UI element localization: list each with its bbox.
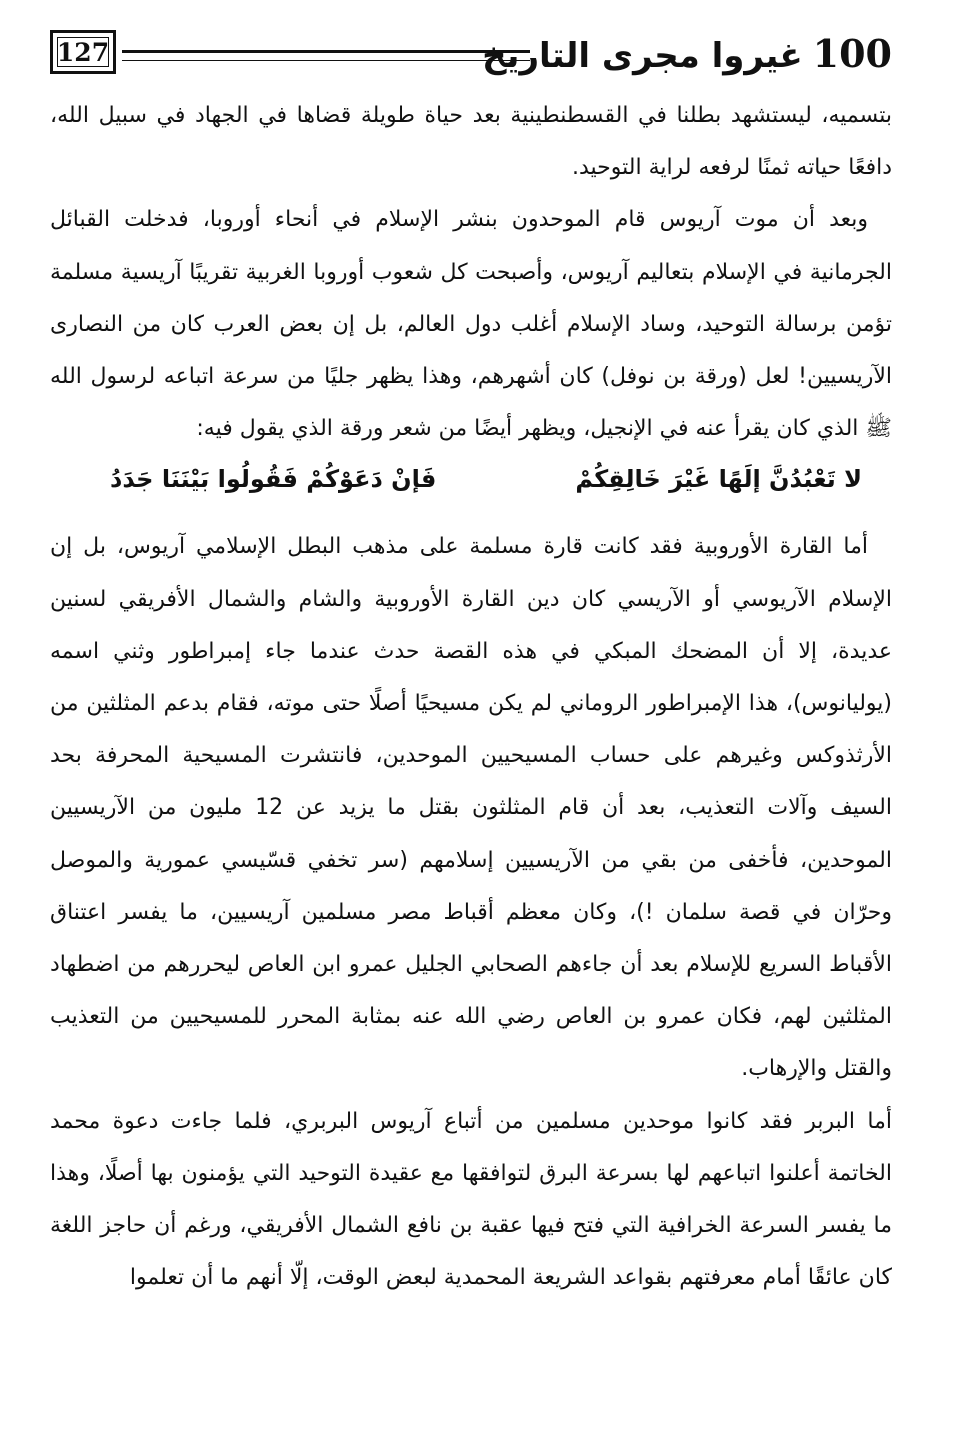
header-rule [122, 50, 530, 61]
book-number: 100 [812, 31, 892, 76]
page-header [50, 26, 892, 82]
verse-second-hemistich: فَإنْ دَعَوْكُمْ فَقُولُوا بَيْنَنَا جَدَدُ [110, 465, 437, 494]
page-number-box [50, 30, 116, 74]
poetry-verse [50, 455, 892, 515]
book-title: غيروا مجرى التاريخ [482, 36, 803, 76]
book-title-block [482, 26, 892, 82]
paragraph-2: وبعد أن موت آريوس قام الموحدون بنشر الإسلام في أنحاء أوروبا، فدخلت القبائل الجرمانية في الإسلام بتعاليم آريوس، وأصبحت كل شعوب أوروبا الغربية تقريبًا آريسية مسلمة تؤمن برسالة التوحيد، وساد الإسلام أغلب دول العالم، بل إن بعض العرب كان من النصارى الآريسيين! لعل (ورقة بن نوفل) كان أشهرهم، وهذا يظهر جليًا من سرعة اتباعه لرسول الله ﷺ الذي كان يقرأ عنه في الإنجيل، ويظهر أيضًا من شعر ورقة الذي يقول فيه: [50, 207, 892, 442]
verse-first-hemistich: لا تَعْبُدُنَّ إلَهًا غَيْرَ خَالِقِكُمْ [575, 465, 862, 494]
paragraph-4: أما البربر فقد كانوا موحدين مسلمين من أتباع آريوس البربري، فلما جاءت دعوة محمد الخاتمة أعلنوا اتباعهم لها بسرعة البرق لتوافقها مع عقيدة التوحيد التي يؤمنون بها أصلًا، وهذا ما يفسر السرعة الخرافية التي فتح فيها عقبة بن نافع الشمال الأفريقي، ورغم أن حاجز اللغة كان عائقًا أمام معرفتهم بقواعد الشريعة المحمدية لبعض الوقت، إلّا أنهم ما أن تعلموا [50, 1108, 892, 1291]
page-body [50, 90, 892, 1304]
paragraph-3: أما القارة الأوروبية فقد كانت قارة مسلمة على مذهب البطل الإسلامي آريوس، بل إن الإسلام الآريوسي أو الآريسي كان دين القارة الأوروبية والشام والشمال الأفريقي لسنين عديدة، إلا أن المضحك المبكي في هذه القصة حدث عندما جاء إمبراطور وثني اسمه (يوليانوس)، هذا الإمبراطور الروماني لم يكن مسيحيًا أصلًا حتى موته، فقام بدعم المثلثين من الأرثذوكس وغيرهم على حساب المسيحيين الموحدين، فانتشرت المسيحية المحرفة بحد السيف وآلات التعذيب، بعد أن قام المثلثون بقتل ما يزيد عن 12 مليون من الآريسيين الموحدين، فأخفى من بقي من الآريسيين إسلامهم (سر تخفي قسّيسي عمورية والموصل وحرّان في قصة سلمان !)، وكان معظم أقباط مصر مسلمين آريسيين، ما يفسر اعتناق الأقباط السريع للإسلام بعد أن جاءهم الصحابي الجليل عمرو ابن العاص ليحررهم من اضطهاد المثلثين لهم، فكان عمرو بن العاص رضي الله عنه بمثابة المحرر للمسيحيين من التعذيب والقتل والإرهاب. [50, 534, 892, 1082]
paragraph-1: بتسميه، ليستشهد بطلنا في القسطنطينية بعد حياة طويلة قضاها في الجهاد في سبيل الله، دافعًا حياته ثمنًا لرفعه لراية التوحيد. [50, 103, 892, 181]
page-number: 127 [56, 37, 110, 67]
